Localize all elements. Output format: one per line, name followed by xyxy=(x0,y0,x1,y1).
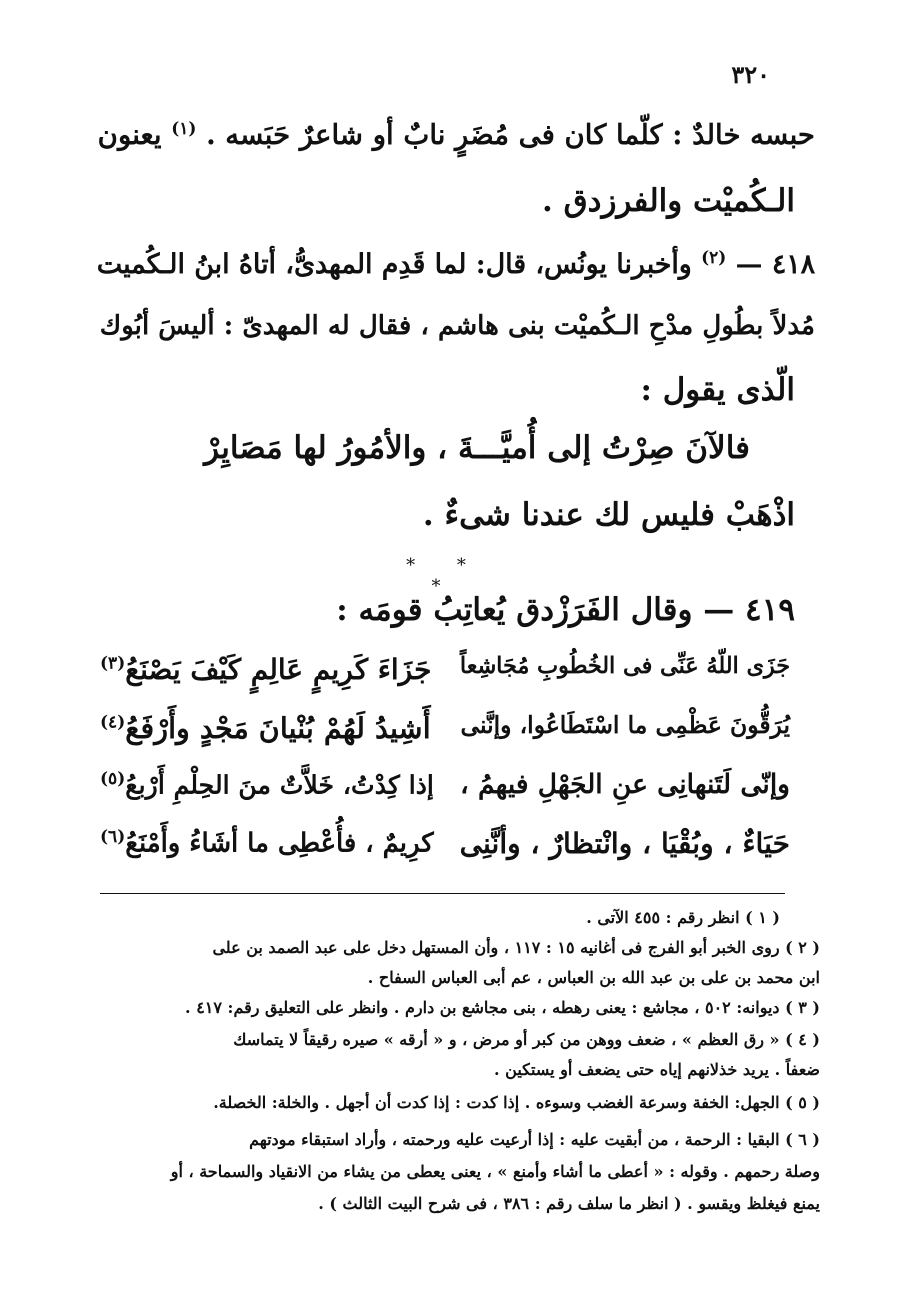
poem-verse xyxy=(100,769,790,819)
verse-text: أَشِيدُ لَهُمْ بُنْيانَ مَجْدٍ وأَرْفَعُ xyxy=(125,711,431,745)
verse-first-hemistich: وإنّى لَتَنهانِى عنِ الجَهْلِ فيهمُ ، xyxy=(460,769,790,800)
footnote-divider xyxy=(100,893,785,894)
verse-second-hemistich xyxy=(100,653,431,686)
quoted-verse: فالآنَ صِرْتُ إلى أُميَّـــةَ ، والأمُورُ لها مَصَايِرْ xyxy=(204,430,750,466)
footnote-4: ( ٤ ) « رق العظم » ، ضعف ووهن من كبر أو مرض ، و « أرقه » صيره رقيقاً لا يتماسك xyxy=(233,1030,820,1049)
verse-first-hemistich: جَزَى اللّهُ عَنِّى فى الخُطُوبِ مُجَاشِعاً xyxy=(459,653,790,679)
paragraph-line xyxy=(336,592,795,629)
footnote-6-cont: يمنع فيغلظ ويقسو . ( انظر ما سلف رقم : ٣٨٦ ، فى شرح البيت الثالث ) . xyxy=(318,1194,820,1213)
footnote-6-cont: وصلة رحمهم . وقوله : « أعطى ما أشاء وأمنع » ، يعنى يعطى من يشاء من الانقياد والسماحة ، أو xyxy=(170,1162,820,1181)
footnote-marker: (٢) xyxy=(701,248,727,268)
footnote-2: ( ٢ ) روى الخبر أبو الفرج فى أغانيه ١٥ : ١١٧ ، وأن المستهل دخل على عبد الصمد بن على xyxy=(212,938,820,957)
footnote-5: ( ٥ ) الجهل: الخفة وسرعة الغضب وسوءه . إذا كدت : إذا كدت أن أجهل . والخلة: الخصلة. xyxy=(213,1093,820,1112)
paragraph-line: مُدلاً بطُولِ مدْحِ الـكُميْت بنى هاشم ، فقال له المهدىّ : أليسَ أبُوك xyxy=(99,311,815,341)
verse-first-hemistich: يُرَقُّونَ عَظْمِى ما اسْتَطَاعُوا، وإنَّنى xyxy=(460,711,790,739)
footnote-1: ( ١ ) انظر رقم : ٤٥٥ الآتى . xyxy=(586,908,780,927)
verse-first-hemistich: حَيَاءٌ ، وبُقْيَا ، وانْتظارٌ ، وأنَّنِى xyxy=(459,827,790,860)
paragraph-line xyxy=(98,118,815,151)
poem-verse xyxy=(100,711,790,761)
entry-number: ٤١٩ — xyxy=(703,592,795,628)
footnote-6: ( ٦ ) البقيا : الرحمة ، من أبقيت عليه : إذا أرعيت عليه ورحمته ، وأراد استبقاء مودتهم xyxy=(249,1130,820,1149)
paragraph-text: وأخبرنا يونُس، قال: لما قَدِم المهدىُّ، أتاهُ ابنُ الـكُميت xyxy=(96,248,692,280)
section-separator: * * * xyxy=(406,555,484,597)
verse-second-hemistich xyxy=(100,827,434,859)
verse-second-hemistich xyxy=(100,769,434,799)
verse-text: جَزَاءَ كَرِيمٍ عَالِمٍ كَيْفَ يَصْنَعُ xyxy=(125,653,432,686)
footnote-marker: (٤) xyxy=(100,712,126,733)
footnote-marker: (٥) xyxy=(100,769,126,789)
verse-text: إذا كِدْتُ، خَلاَّتٌ منَ الحِلْمِ أَرْبعُ xyxy=(125,769,434,800)
paragraph-line: اذْهَبْ فليس لك عندنا شىءٌ . xyxy=(422,497,795,533)
footnote-marker: (٣) xyxy=(100,653,126,674)
entry-number: ٤١٨ — xyxy=(735,248,815,280)
footnote-marker: (٦) xyxy=(100,827,126,847)
verse-text: كرِيمٌ ، فأُعْطِى ما أشَاءُ وأَمْنَعُ xyxy=(125,828,434,859)
page-number: ٣٢٠ xyxy=(731,60,770,89)
poem-verse xyxy=(100,653,790,703)
paragraph-text: وقال الفَرَزْدق يُعاتِبُ قومَه : xyxy=(336,592,693,628)
footnote-marker: (١) xyxy=(171,118,197,139)
verse-second-hemistich xyxy=(100,711,431,745)
footnote-3: ( ٣ ) ديوانه: ٥٠٢ ، مجاشع : يعنى رهطه ، بنى مجاشع بن دارم . وانظر على التعليق رقم: ٤١٧ . xyxy=(185,998,820,1017)
paragraph-text: حبسه خالدٌ : كلّما كان فى مُضَرٍ نابٌ أو شاعرٌ حَبَسه . xyxy=(206,118,815,151)
poem-verse xyxy=(100,827,790,877)
footnote-4-cont: ضعفاً . يريد خذلانهم إياه حتى يضعف أو يستكين . xyxy=(494,1060,820,1079)
footnote-2-cont: ابن محمد بن على بن عبد الله بن العباس ، عم أبى العباس السفاح . xyxy=(367,968,820,987)
paragraph-line: الـكُميْت والفرزدق . xyxy=(542,183,795,219)
paragraph-line xyxy=(97,248,815,281)
paragraph-text: يعنون xyxy=(97,118,162,151)
paragraph-line: الّذى يقول : xyxy=(640,372,795,408)
